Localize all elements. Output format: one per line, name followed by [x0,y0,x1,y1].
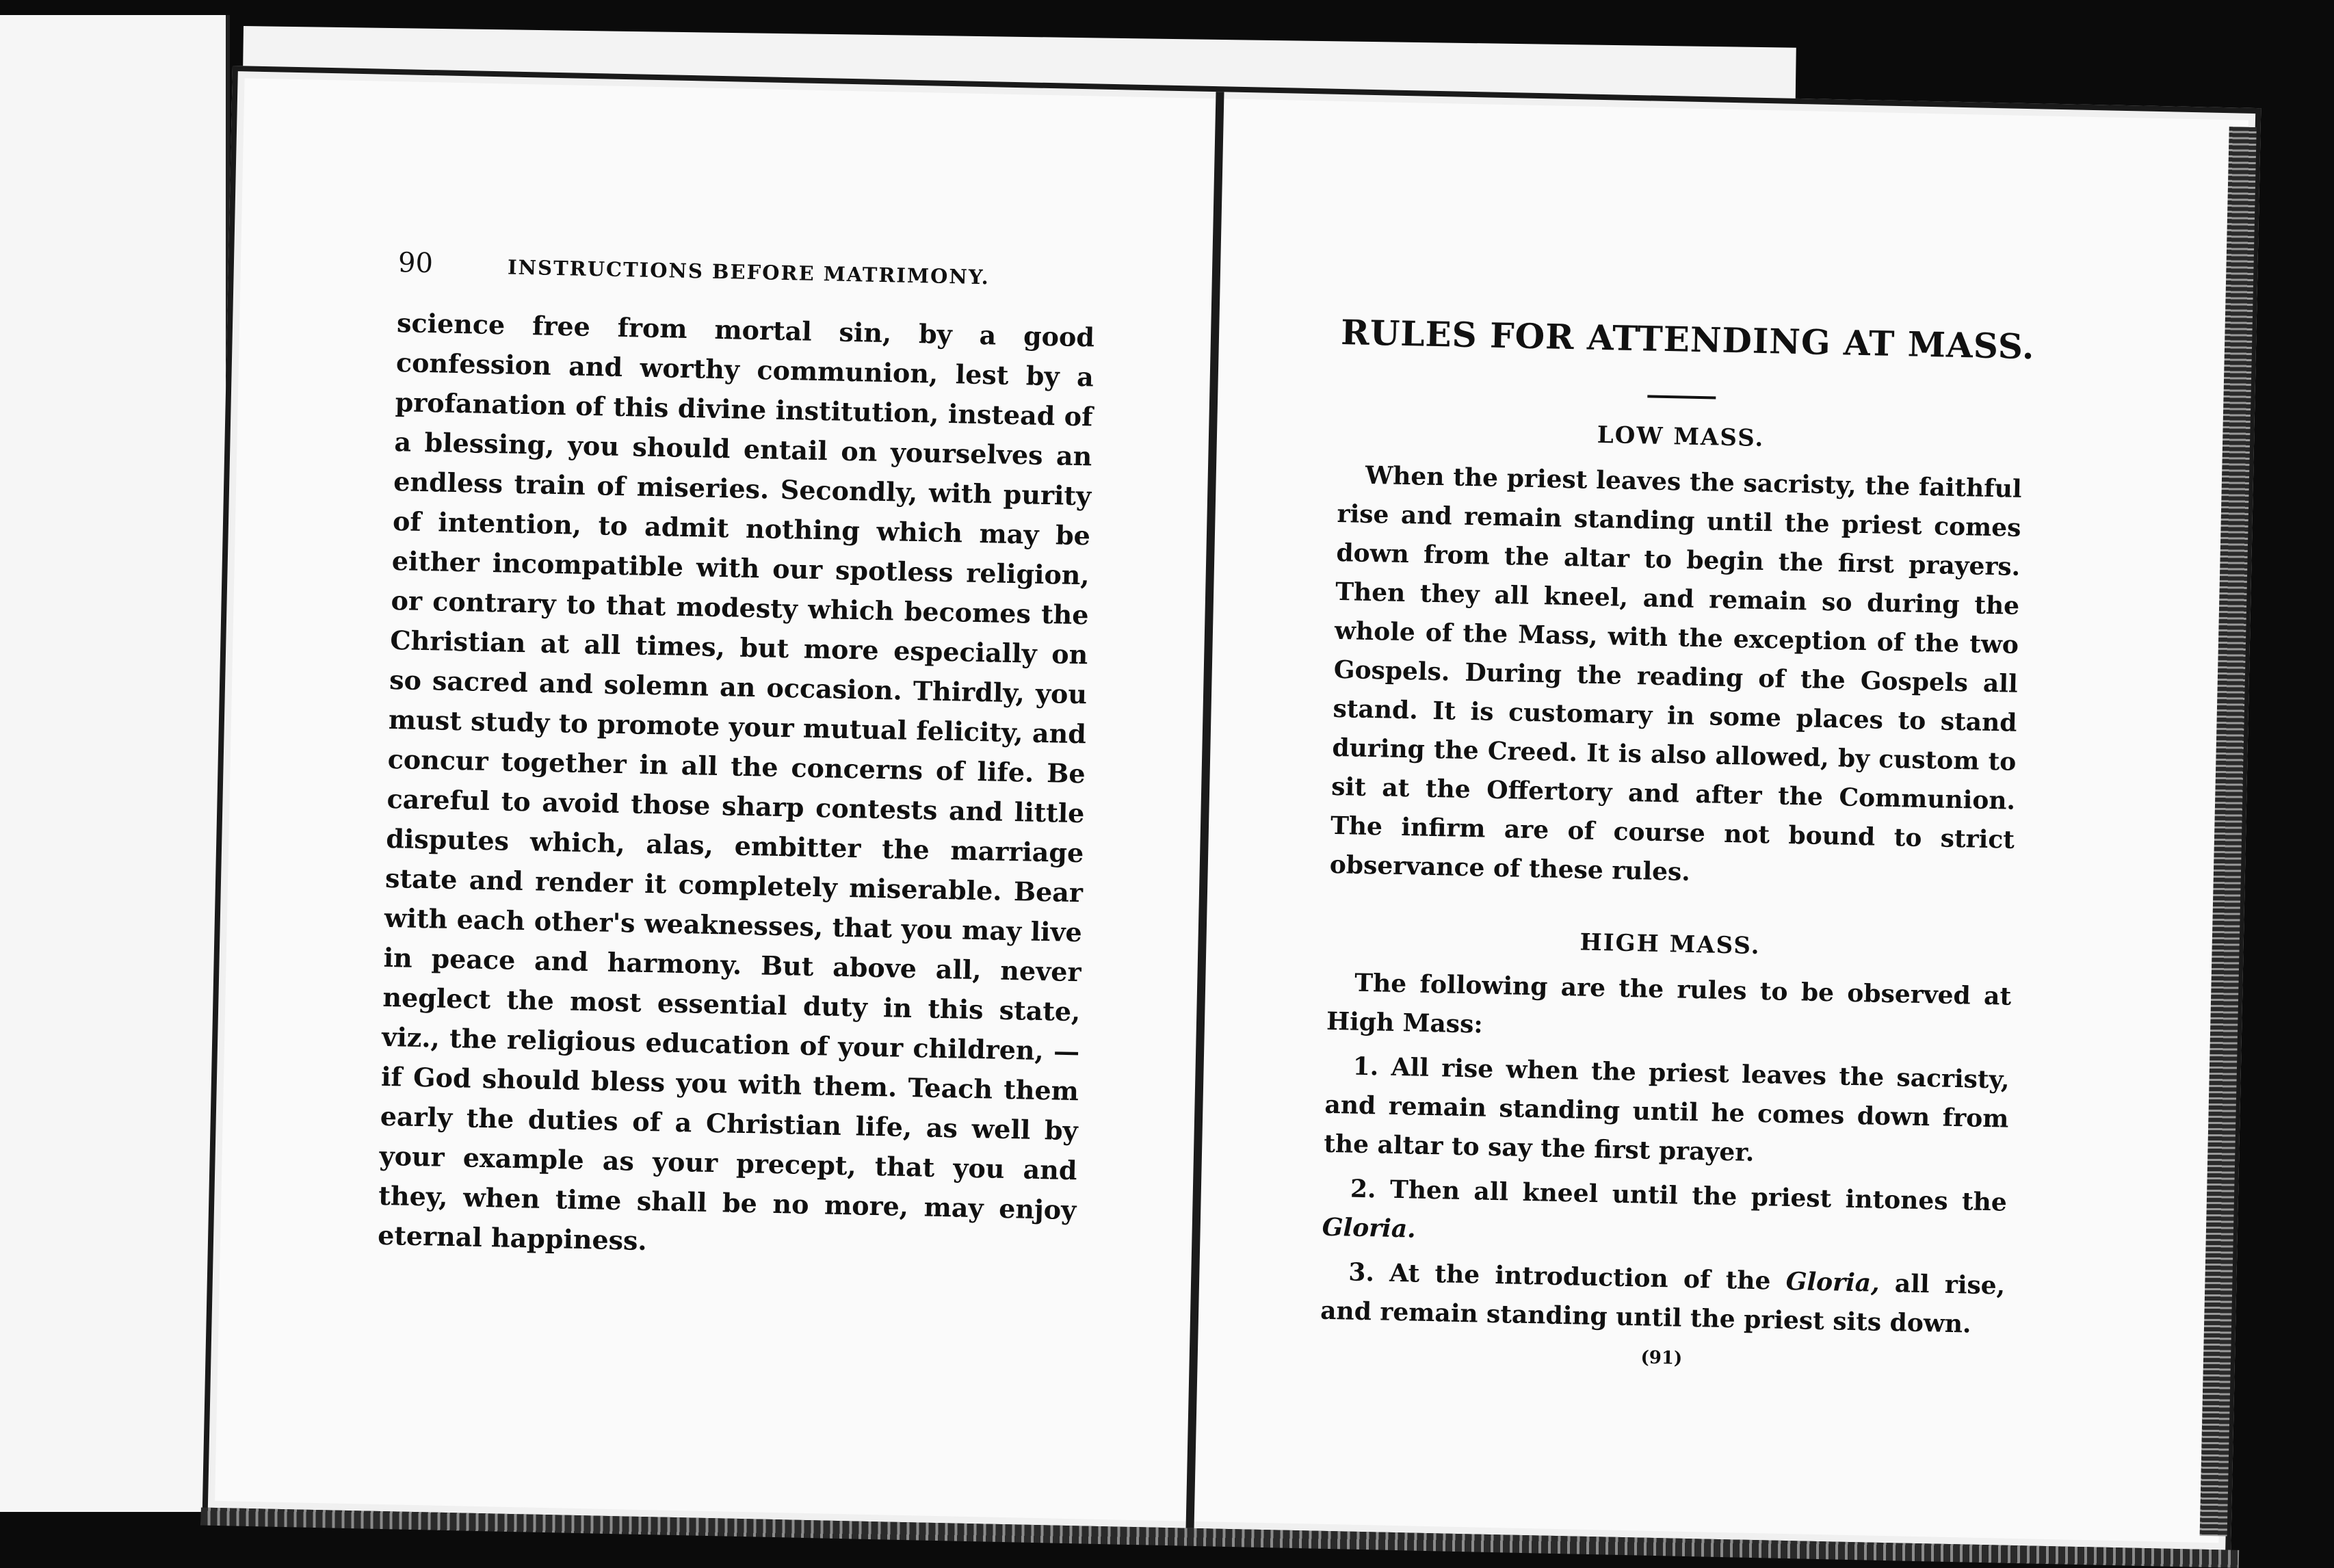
page-title: RULES FOR ATTENDING AT MASS. [1340,312,2036,367]
rule-1: 1. All rise when the priest leaves the sacristy, and remain standing until he comes down from the altar to say the first prayer. [1323,1051,2010,1167]
running-head [398,247,1097,293]
body-text [378,303,1095,1270]
high-mass-heading: HIGH MASS. [1579,928,1761,961]
paragraph: When the priest leaves the sacristy, the faithful rise and remain standing until the priest comes down from the altar to begin the first prayers. Then they all kneel, and remain so during the whole of the Mass, with the exception of the two Gospels. During the reading of the Gospels all stand. It is customary in some places to stand during the Creed. It is also allowed, by custom to sit at the Offertory and after the Communion. The infirm are of course not bound to strict observance of these rules. [1329,460,2023,887]
page-edge-right [2200,127,2257,1536]
book-spread [202,66,2261,1556]
high-mass-intro: The following are the rules to be observed at High Mass: [1326,968,2012,1039]
page-number: 90 [397,247,434,280]
high-mass-text [1320,963,2011,1350]
title-rule [1647,395,1716,399]
rule-3: 3. At the introduction of the Gloria, all rise, and remain standing until the priest sits down. [1320,1257,2006,1339]
right-page [1315,94,2036,1545]
low-mass-heading: LOW MASS. [1597,421,1765,453]
folio: (91) [1640,1347,1683,1369]
gutter [1186,92,1224,1528]
low-mass-text [1329,456,2022,899]
paragraph: science free from mortal sin, by a good confession and worthy communion, lest by a profanation of this divine institution, instead of a blessing, you should entail on yourselves an endless train of miseries. Secondly, with purity of intention, to admit nothing which may be either incompatible with our spotless religion, or contrary to that modesty which becomes the Christian at all times, but more especially on so sacred and solemn an occasion. Thirdly, you must study to promote your mutual felicity, and concur together in all the concerns of life. Be careful to avoid those sharp contests and little disputes which, alas, embitter the marriage state and render it completely miserable. Bear with each other's weaknesses, that you may live in peace and harmony. But above all, never neglect the most essential duty in this state, viz., the religious education of your children, — if God should bless you with them. Teach them early the duties of a Christian life, as well by your example as your precept, that you and they, when time shall be no more, may enjoy eternal happiness. [377,307,1095,1257]
rule-2: 2. Then all kneel until the priest intones the Gloria. [1322,1174,2008,1244]
adjacent-page-edge [0,15,230,1512]
running-title: INSTRUCTIONS BEFORE MATRIMONY. [507,255,991,289]
left-page [372,75,1100,1526]
